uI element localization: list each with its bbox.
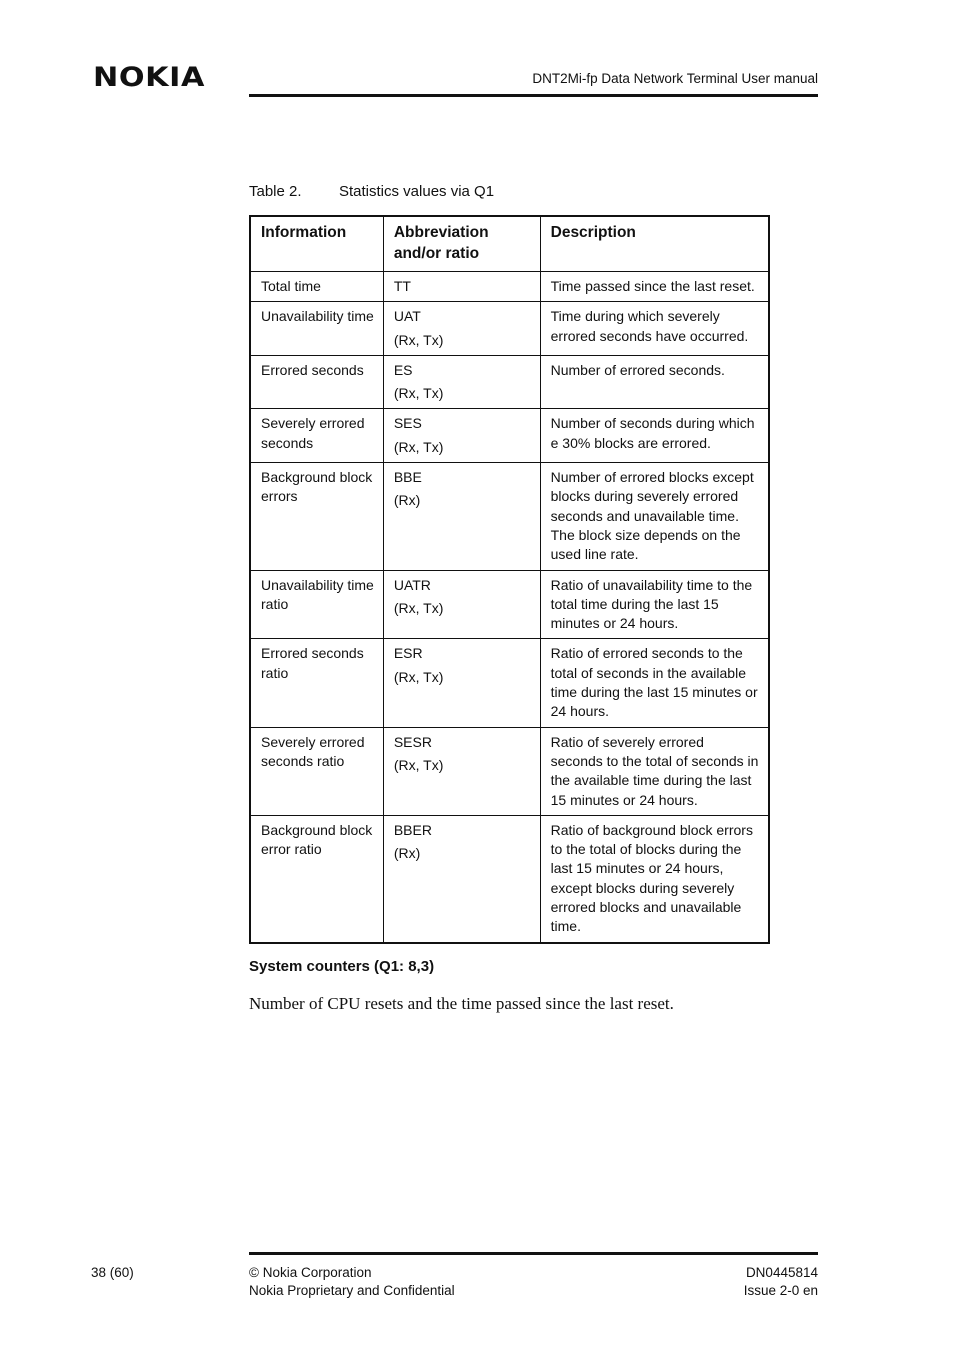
abbreviation-direction: (Rx, Tx): [393, 599, 444, 616]
abbreviation-text: ES: [393, 361, 413, 378]
column-header-information: Information: [250, 216, 383, 272]
cell-information: Unavailability time: [250, 302, 383, 356]
table-row: [250, 302, 769, 356]
abbreviation-text: SESR: [393, 733, 432, 750]
abbreviation-direction: (Rx): [393, 845, 421, 862]
cell-abbreviation: [383, 727, 540, 815]
cell-description: Ratio of background block errors to the total of blocks during the last 15 minutes or 24 hours, except blocks during severely errored blocks and unavailable time.: [540, 815, 769, 942]
cell-abbreviation: [383, 272, 540, 302]
cell-information: Severely errored seconds ratio: [250, 727, 383, 815]
document-title: DNT2Mi-fp Data Network Terminal User manual: [532, 71, 818, 86]
abbreviation-text: ESR: [393, 645, 423, 662]
page-number: 38 (60): [91, 1265, 134, 1280]
cell-abbreviation: [383, 302, 540, 356]
cell-abbreviation: [383, 463, 540, 570]
cell-abbreviation: [383, 815, 540, 942]
header-divider: [249, 94, 818, 97]
statistics-table: [249, 215, 770, 944]
abbreviation-direction: (Rx, Tx): [393, 668, 444, 685]
document-number: DN0445814: [745, 1265, 818, 1280]
table-header-row: [250, 216, 769, 272]
abbreviation-direction: (Rx, Tx): [393, 756, 444, 773]
table-row: [250, 409, 769, 463]
table-caption: [249, 183, 494, 200]
cell-information: Errored seconds ratio: [250, 639, 383, 727]
footer-divider: [249, 1252, 818, 1255]
table-row: [250, 815, 769, 942]
abbreviation-text: SES: [393, 415, 422, 432]
cell-description: Number of errored blocks except blocks during severely errored seconds and unavailable time. The block size depends on the used line rate.: [540, 463, 769, 570]
cell-abbreviation: [383, 355, 540, 409]
abbreviation-text: UATR: [393, 576, 431, 593]
column-header-description: Description: [540, 216, 769, 272]
table-row: [250, 272, 769, 302]
footer-copyright-block: [249, 1264, 455, 1299]
footer-document-block: [744, 1264, 818, 1299]
section-body-text: Number of CPU resets and the time passed since the last reset.: [249, 994, 674, 1013]
confidentiality-text: Nokia Proprietary and Confidential: [249, 1282, 455, 1298]
abbreviation-direction: (Rx): [393, 492, 421, 509]
table-row: [250, 463, 769, 570]
cell-information: Background block error ratio: [250, 815, 383, 942]
cell-information: Unavailability time ratio: [250, 570, 383, 639]
cell-information: Total time: [250, 272, 383, 302]
cell-abbreviation: [383, 639, 540, 727]
table-row: [250, 639, 769, 727]
abbreviation-text: BBER: [393, 821, 432, 838]
copyright-text: © Nokia Corporation: [249, 1265, 372, 1280]
abbreviation-direction: (Rx, Tx): [393, 331, 444, 348]
cell-description: Number of errored seconds.: [540, 355, 769, 409]
cell-information: Errored seconds: [250, 355, 383, 409]
column-header-abbreviation: Abbreviation and/or ratio: [383, 216, 540, 272]
table-row: [250, 570, 769, 639]
table-row: [250, 355, 769, 409]
table-caption-number: Table 2.: [249, 183, 302, 200]
abbreviation-direction: (Rx, Tx): [393, 385, 444, 402]
table-caption-title: Statistics values via Q1: [339, 183, 495, 200]
abbreviation-text: BBE: [393, 469, 422, 486]
table-row: [250, 727, 769, 815]
section-heading: System counters (Q1: 8,3): [249, 958, 435, 975]
cell-abbreviation: [383, 409, 540, 463]
cell-description: Time during which severely errored seconds have occurred.: [540, 302, 769, 356]
abbreviation-text: UAT: [393, 308, 421, 325]
cell-abbreviation: [383, 570, 540, 639]
abbreviation-text: TT: [393, 278, 411, 294]
abbreviation-direction: (Rx, Tx): [393, 438, 444, 455]
cell-description: Ratio of severely errored seconds to the total of seconds in the available time during the last 15 minutes or 24 hours.: [540, 727, 769, 815]
cell-information: Severely errored seconds: [250, 409, 383, 463]
nokia-logo: NOKIA: [93, 62, 205, 93]
cell-description: Time passed since the last reset.: [540, 272, 769, 302]
cell-description: Ratio of unavailability time to the total time during the last 15 minutes or 24 hours.: [540, 570, 769, 639]
cell-description: Ratio of errored seconds to the total of seconds in the available time during the last 15 minutes or 24 hours.: [540, 639, 769, 727]
issue-number: Issue 2-0 en: [743, 1282, 818, 1298]
cell-information: Background block errors: [250, 463, 383, 570]
cell-description: Number of seconds during which e 30% blocks are errored.: [540, 409, 769, 463]
table-body: [250, 272, 769, 943]
